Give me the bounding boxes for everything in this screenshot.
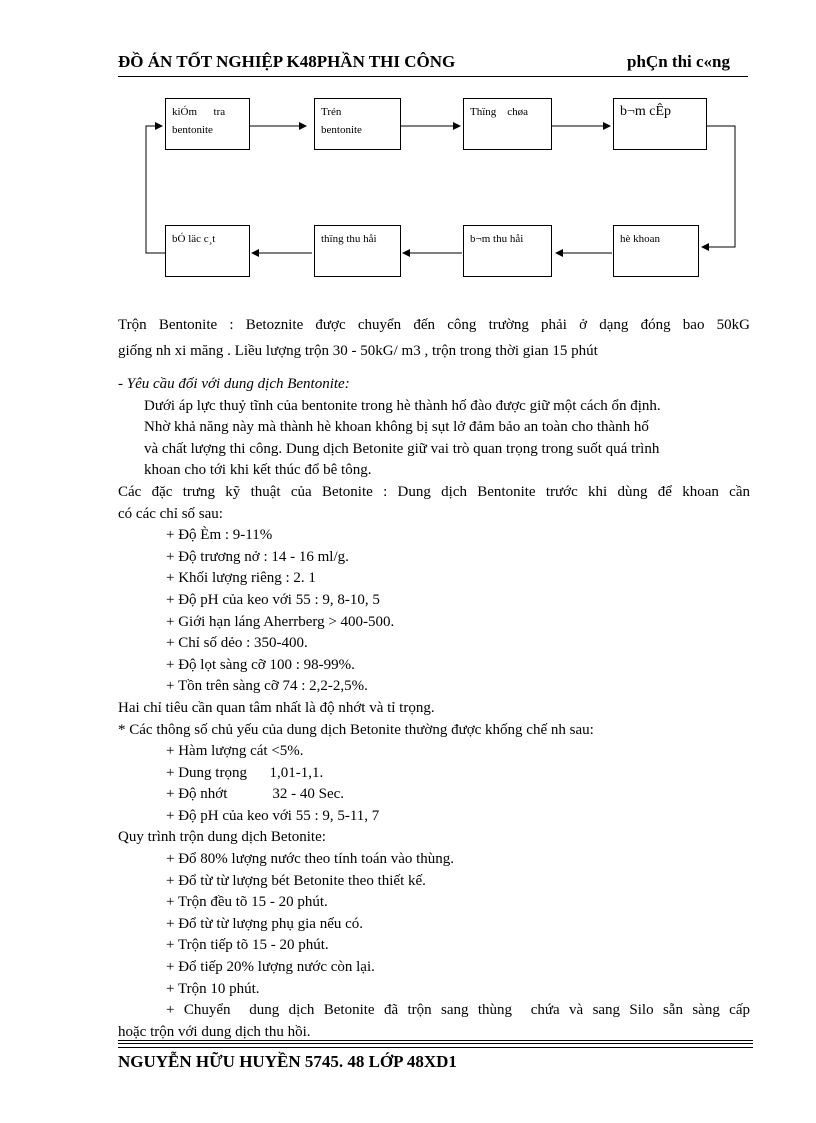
two-criteria-line: Hai chỉ tiêu cần quan tâm nhất là độ nhớt và tỉ trọng. (118, 699, 435, 716)
list-item: + Giới hạn láng Aherrberg > 400-500. (166, 613, 395, 630)
flow-box-sand-filter: bÓ läc c¸t (165, 225, 250, 277)
params-list (118, 741, 750, 827)
requirements-line: Dưới áp lực thuỷ tĩnh của bentonite trong hè thành hố đào được giữ một cách ổn định. (144, 397, 661, 414)
list-item: + Trộn tiếp tõ 15 - 20 phút. (166, 937, 329, 954)
list-item: + Độ pH của keo với 55 : 9, 5-11, 7 (166, 807, 380, 824)
list-item: + Khối lượng riêng : 2. 1 (166, 570, 316, 587)
list-item: + Đổ từ từ lượng bét Betonite theo thiết kế. (166, 872, 426, 889)
list-item: + Đổ 80% lượng nước theo tính toán vào thùng. (166, 851, 455, 868)
intro-line-2: giống nh xi măng . Liều lượng trộn 30 - 50kG/ m3 , trộn trong thời gian 15 phút (118, 343, 598, 359)
header-section: phÇn thi c«ng (627, 52, 730, 71)
list-item: + Hàm lượng cát <5%. (166, 743, 304, 760)
header-title: ĐỒ ÁN TỐT NGHIỆP K48PHẦN THI CÔNG (118, 52, 456, 71)
intro-line-1: Trộn Bentonite : Betoznite được chuyển đến công trường phải ở dạng đóng bao 50kG (118, 317, 750, 333)
list-item: + Độ trương nở : 14 - 16 ml/g. (166, 548, 349, 565)
list-item: + Tồn trên sàng cỡ 74 : 2,2-2,5%. (166, 678, 368, 695)
flow-box-supply-pump: b¬m cÊp (613, 98, 707, 150)
flow-box-borehole: hè khoan (613, 225, 699, 277)
requirements-title: - Yêu cầu đối với dung dịch Bentonite: (118, 376, 350, 392)
requirements-line: khoan cho tới khi kết thúc đổ bê tông. (144, 462, 372, 479)
list-item: + Dung trọng 1,01-1,1. (166, 764, 324, 781)
requirements-line: và chất lượng thi công. Dung dịch Betonite giữ vai trò quan trọng trong suốt quá trình (144, 440, 660, 457)
list-item: + Độ pH của keo với 55 : 9, 8-10, 5 (166, 591, 380, 608)
list-item: + Chỉ số dẻo : 350-400. (166, 635, 308, 652)
page-footer: NGUYỄN HỮU HUYỀN 5745. 48 LỚP 48XD1 (118, 1052, 457, 1071)
process-title: Quy trình trộn dung dịch Betonite: (118, 829, 326, 846)
arrow-filter-to-check (146, 126, 165, 253)
process-list (118, 849, 750, 1000)
list-item: + Trộn 10 phút. (166, 980, 260, 997)
list-item: + Độ lọt sàng cỡ 100 : 98-99%. (166, 656, 355, 673)
list-item: + Độ nhớt 32 - 40 Sec. (166, 786, 345, 803)
spec-list (118, 525, 750, 698)
footer-divider (118, 1040, 753, 1048)
process-flow-diagram (0, 0, 816, 300)
list-item: + Độ Èm : 9-11% (166, 527, 273, 544)
flow-box-check-bentonite: kiÓm tra bentonite (165, 98, 250, 150)
flow-box-recovery-tank: thïng thu håi (314, 225, 401, 277)
spec-intro-line-1: Các đặc trưng kỹ thuật của Betonite : Dung dịch Bentonite trước khi dùng để khoan cần (118, 483, 750, 500)
requirements-paragraph (118, 396, 750, 482)
requirements-line: Nhờ khả năng này mà thành hè khoan không bị sụt lở đảm bảo an toàn cho thành hố (144, 419, 649, 436)
flow-box-mix-bentonite: Trén bentonite (314, 98, 401, 150)
process-last-line-1: + Chuyển dung dịch Betonite đã trộn sang thùng chứa và sang Silo sẵn sàng cấp (166, 1002, 750, 1019)
spec-intro-line-2: có các chỉ số sau: (118, 505, 223, 522)
list-item: + Đổ tiếp 20% lượng nước còn lại. (166, 959, 375, 976)
flow-box-storage-tank: Thïng chøa (463, 98, 552, 150)
process-last-line-2: hoặc trộn với dung dịch thu hồi. (118, 1023, 311, 1040)
list-item: + Đổ từ từ lượng phụ gia nếu có. (166, 915, 364, 932)
list-item: + Trộn đều tõ 15 - 20 phút. (166, 894, 328, 911)
flow-box-recovery-pump: b¬m thu håi (463, 225, 552, 277)
main-params-line: * Các thông số chủ yếu của dung dịch Betonite thường được khống chế nh sau: (118, 721, 594, 738)
document-body (118, 300, 750, 1043)
